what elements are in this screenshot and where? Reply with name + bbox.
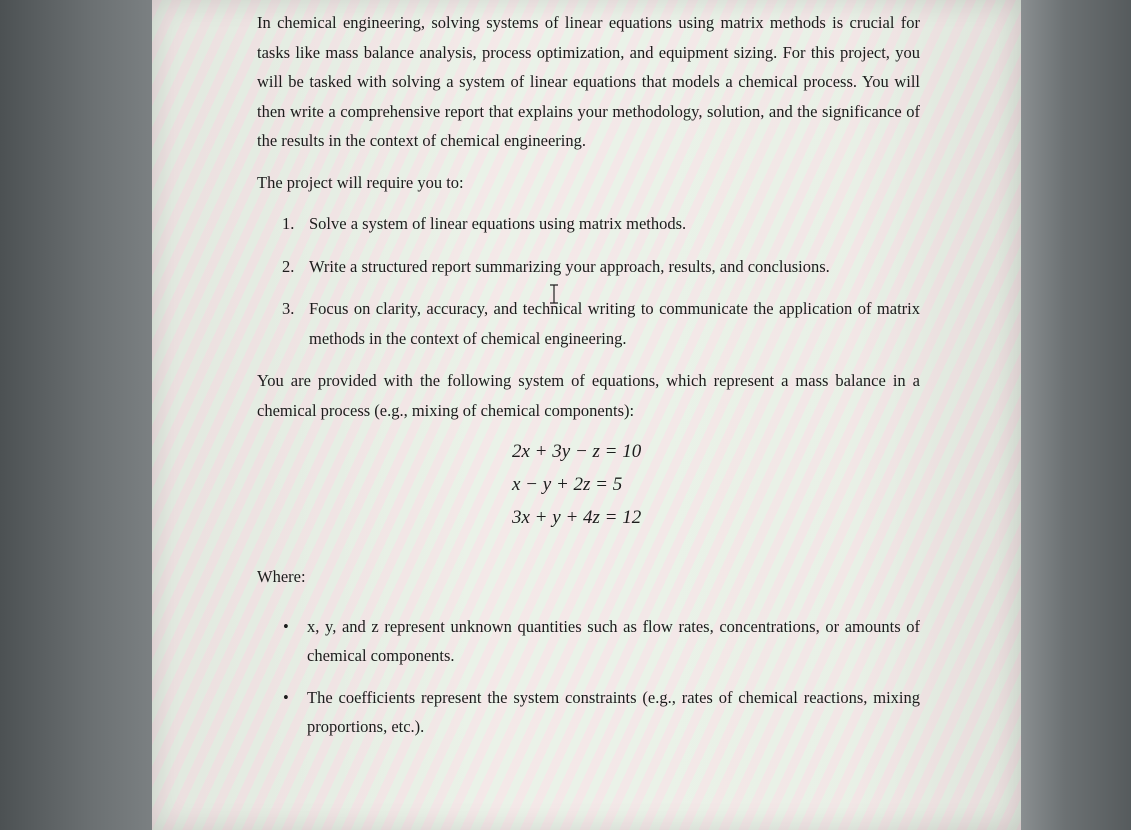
equation-1: 2x + 3y − z = 10 bbox=[512, 441, 642, 462]
system-intro-paragraph: You are provided with the following system of equations, which represent a mass balance in a chemical process (e.g., mixing of chemical components): bbox=[257, 371, 920, 420]
bullet-icon: • bbox=[283, 616, 289, 636]
document-page bbox=[152, 0, 1021, 830]
definition-item bbox=[257, 683, 920, 742]
document-content bbox=[257, 8, 920, 754]
equation-3: 3x + y + 4z = 12 bbox=[512, 507, 642, 528]
equation-2: x − y + 2z = 5 bbox=[512, 474, 623, 495]
bullet-icon: • bbox=[283, 687, 289, 707]
definition-item bbox=[257, 612, 920, 671]
text-cursor-icon bbox=[549, 284, 559, 304]
requirement-item bbox=[257, 209, 920, 239]
requirement-number: 3. bbox=[282, 299, 295, 318]
requirement-number: 1. bbox=[282, 214, 295, 233]
requirement-number: 2. bbox=[282, 256, 295, 276]
right-screen-bezel bbox=[1021, 0, 1131, 830]
requirement-text: Focus on clarity, accuracy, and technical writing to communicate the application of matrix methods in the context of chemical engineering. bbox=[309, 299, 920, 348]
left-screen-bezel bbox=[0, 0, 152, 830]
where-label: Where: bbox=[257, 567, 306, 586]
intro-paragraph: In chemical engineering, solving systems of linear equations using matrix methods is crucial for tasks like mass balance analysis, process optimization, and equipment sizing. For this project, you will be tasked with solving a system of linear equations that models a chemical process. You will then write a comprehensive report that explains your methodology, solution, and the significance of the results in the context of chemical engineering. bbox=[257, 13, 920, 150]
requirement-text: Write a structured report summarizing your approach, results, and conclusions. bbox=[309, 256, 830, 276]
requirement-item bbox=[257, 294, 920, 353]
definitions-list bbox=[257, 612, 920, 742]
requirement-item bbox=[257, 252, 920, 282]
requirements-lead: The project will require you to: bbox=[257, 172, 464, 192]
requirements-list bbox=[257, 209, 920, 353]
definition-text: x, y, and z represent unknown quantities such as flow rates, concentrations, or amounts of chemical components. bbox=[307, 616, 920, 665]
requirement-text: Solve a system of linear equations using matrix methods. bbox=[309, 214, 687, 233]
equation-system bbox=[257, 435, 920, 534]
definition-text: The coefficients represent the system constraints (e.g., rates of chemical reactions, mixing proportions, etc.). bbox=[307, 687, 920, 736]
